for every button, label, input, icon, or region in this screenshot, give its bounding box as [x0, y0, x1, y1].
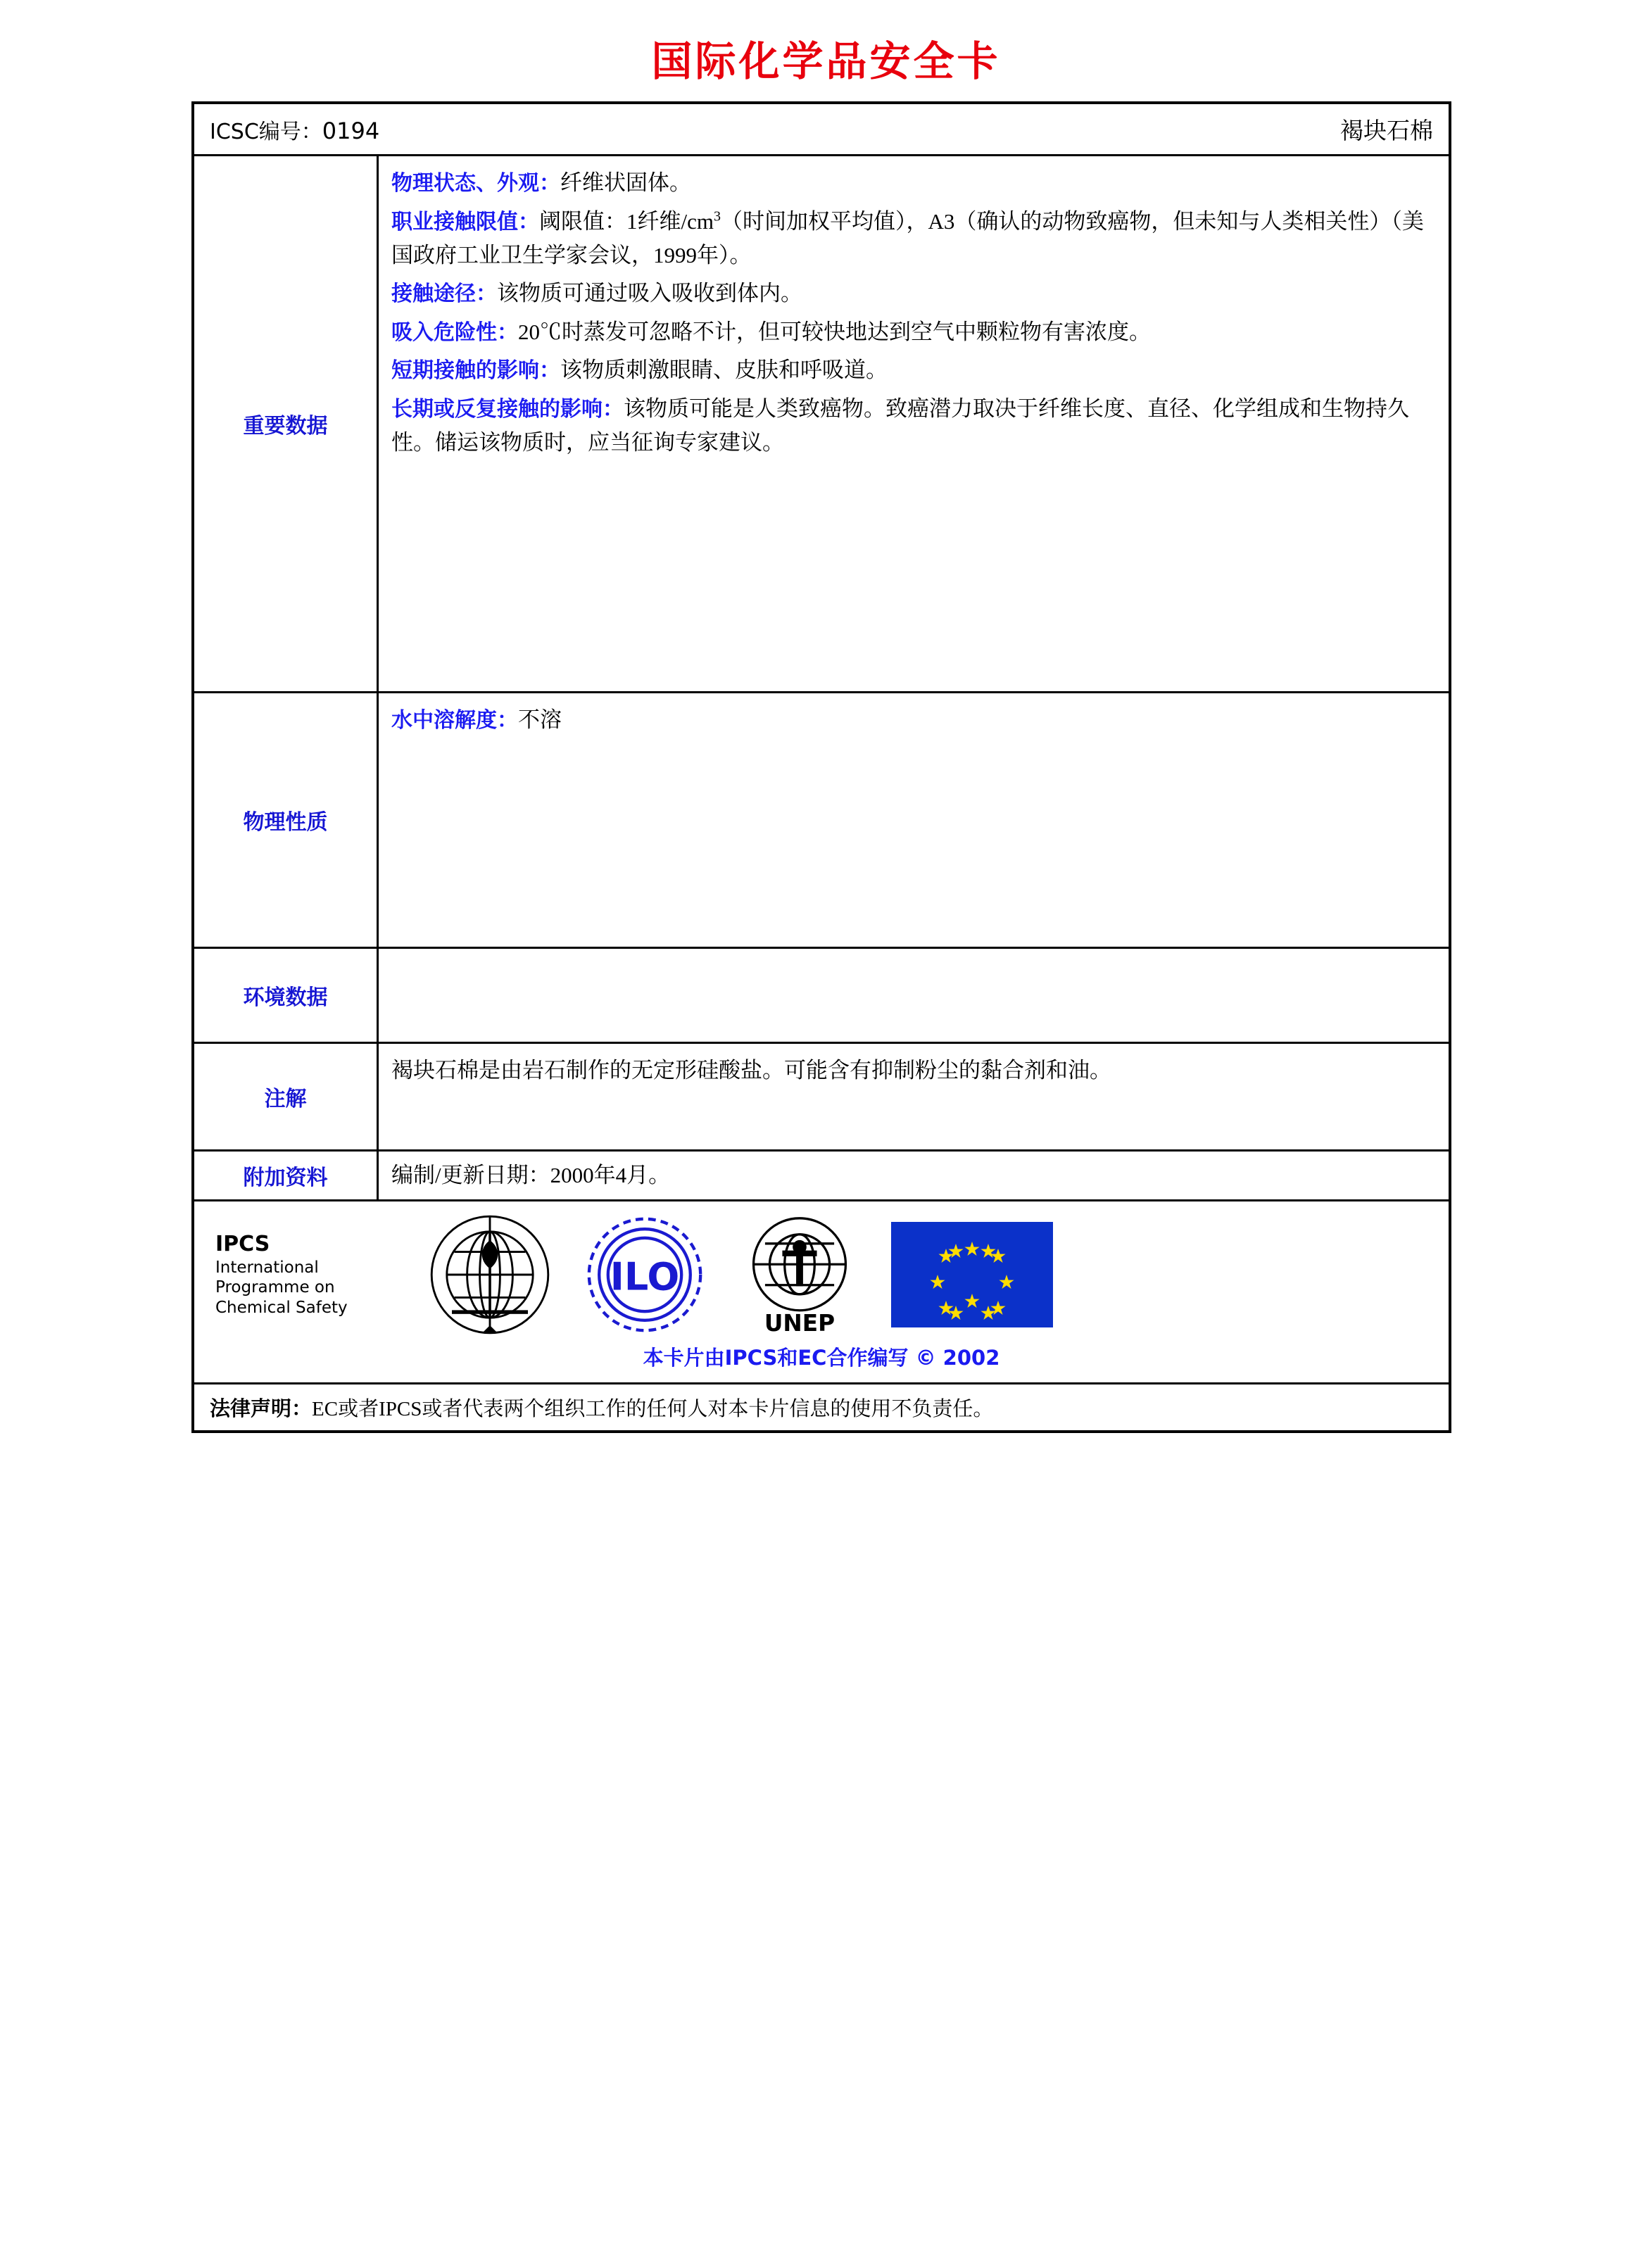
entry-physical-state — [391, 166, 1436, 201]
icsc-label: ICSC编号： — [210, 119, 322, 144]
entry-value: 阈限值：1纤维$/cm^3$（时间加权平均值），A3（确认的动物致癌物，但未知与人类相关性）（美国政府工业卫生学家会议，1999年）。 — [391, 208, 1424, 267]
entry-key: 吸入危险性： — [391, 320, 518, 345]
entry-value: 该物质可通过吸入吸收到体内。 — [497, 281, 802, 306]
entry-value: 不溶 — [518, 707, 562, 732]
ipcs-wordmark — [215, 1231, 398, 1318]
ilo-logo-slot — [581, 1211, 708, 1338]
content-environmental-data — [379, 949, 1449, 1042]
entry-water-solubility — [391, 703, 1436, 738]
eu-flag — [891, 1222, 1053, 1327]
eu-flag-slot — [891, 1211, 1053, 1338]
entry-value: 该物质刺激眼睛、皮肤和呼吸道。 — [560, 358, 888, 383]
card-header — [194, 104, 1449, 156]
entry-value: 该物质可能是人类致癌物。致癌潜力取决于纤维长度、直径、化学组成和生物持久性。储运该物质时，应当征询专家建议。 — [391, 396, 1409, 455]
icsc-card — [191, 101, 1451, 1433]
ipcs-abbr: IPCS — [215, 1232, 270, 1257]
ipcs-full-line3: Chemical Safety — [215, 1299, 348, 1318]
row-notes — [194, 1044, 1449, 1152]
substance-name: 褐块石棉 — [1340, 119, 1433, 144]
page-title: 国际化学品安全卡 — [651, 37, 1001, 85]
entry-inhalation-risk — [391, 315, 1436, 350]
entry-key: 水中溶解度： — [391, 708, 518, 733]
label-notes: 注解 — [194, 1044, 379, 1149]
logo-strip — [194, 1211, 1449, 1338]
content-notes: 褐块石棉是由岩石制作的无定形硅酸盐。可能含有抑制粉尘的黏合剂和油。 — [391, 1058, 1111, 1083]
icsc-number: 0194 — [322, 117, 380, 144]
content-important-data — [379, 156, 1449, 691]
legal-text: EC或者IPCS或者代表两个组织工作的任何人对本卡片信息的使用不负责任。 — [312, 1398, 994, 1421]
row-physical-properties — [194, 693, 1449, 949]
entry-short-term-effects — [391, 353, 1436, 388]
label-additional-info: 附加资料 — [194, 1152, 379, 1199]
credit-line: 本卡片由IPCS和EC合作编写 © 2002 — [643, 1346, 1000, 1370]
entry-key: 物理状态、外观： — [391, 171, 560, 196]
content-additional-info: 编制/更新日期：2000年4月。 — [391, 1163, 671, 1187]
entry-key: 职业接触限值： — [391, 209, 539, 234]
who-logo-slot — [427, 1211, 553, 1338]
unep-logo — [736, 1211, 863, 1338]
ipcs-full-line2: Programme on — [215, 1278, 335, 1297]
entry-key: 短期接触的影响： — [391, 358, 560, 384]
ipcs-full-line1: International — [215, 1258, 319, 1277]
svg-text:ILO: ILO — [610, 1254, 680, 1299]
unep-text: UNEP — [764, 1310, 836, 1337]
label-physical-properties: 物理性质 — [194, 693, 379, 947]
label-environmental-data: 环境数据 — [194, 949, 379, 1042]
ilo-logo — [581, 1211, 708, 1338]
entry-value: 纤维状固体。 — [560, 170, 691, 195]
row-logos — [194, 1201, 1449, 1384]
row-additional-info — [194, 1152, 1449, 1201]
content-physical-properties — [379, 693, 1449, 947]
legal-notice — [194, 1384, 1449, 1430]
row-important-data — [194, 156, 1449, 693]
entry-occupational-limits — [391, 205, 1436, 273]
legal-label: 法律声明： — [210, 1396, 313, 1421]
entry-long-term-effects — [391, 392, 1436, 460]
entry-routes-of-exposure — [391, 277, 1436, 311]
icsc-number-block — [210, 114, 1340, 145]
unep-logo-slot — [736, 1211, 863, 1338]
label-important-data: 重要数据 — [194, 156, 379, 691]
entry-key: 长期或反复接触的影响： — [391, 396, 624, 422]
entry-key: 接触途径： — [391, 282, 497, 307]
who-logo — [427, 1211, 553, 1338]
row-environmental-data — [194, 949, 1449, 1044]
entry-value: 20℃时蒸发可忽略不计，但可较快地达到空气中颗粒物有害浓度。 — [518, 319, 1151, 344]
